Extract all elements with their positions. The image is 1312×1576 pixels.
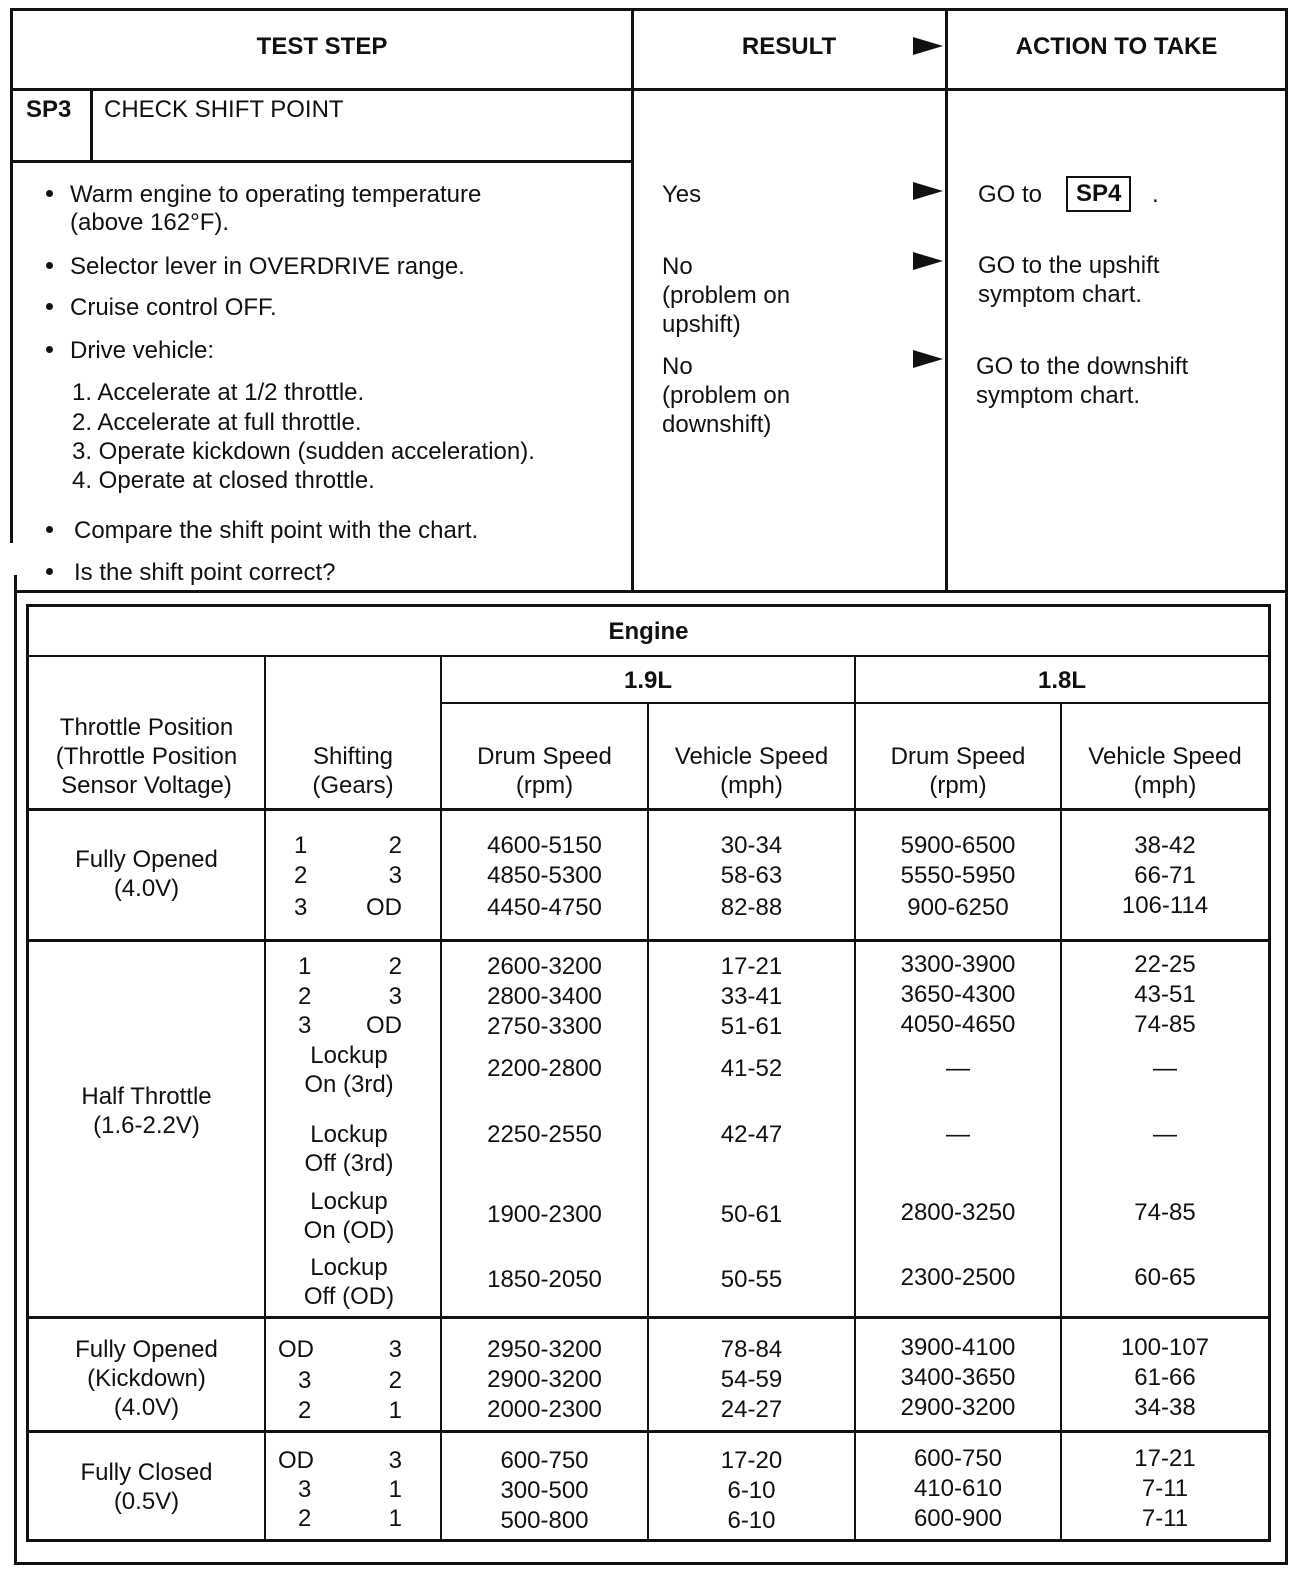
vehicle-speed-header: Vehicle Speed (mph)	[1088, 743, 1242, 799]
gear-from: 1	[298, 953, 312, 980]
gear-from: 3	[294, 894, 308, 921]
header-action: ACTION TO TAKE	[1015, 33, 1218, 60]
drum-speed-values: 600-750 300-500 500-800	[500, 1447, 589, 1534]
vehicle-speed-value: 60-65	[1134, 1264, 1196, 1291]
engine-1.8l-header: 1.8L	[1037, 667, 1087, 694]
vehicle-speed-values: 38-42 66-71 106-114	[1121, 832, 1209, 919]
bullet-text: Drive vehicle:	[70, 337, 215, 364]
header-test-step: TEST STEP	[256, 33, 388, 60]
result-no-upshift: (problem on	[662, 282, 791, 309]
vehicle-speed-value: 50-61	[720, 1201, 783, 1228]
throttle-label: Fully Opened (Kickdown) (4.0V)	[75, 1336, 218, 1421]
gear-from: 2	[298, 983, 312, 1010]
drum-speed-value: 1900-2300	[487, 1201, 602, 1228]
gear-to: 1	[388, 1476, 402, 1503]
lockup-label: Lockup On (OD)	[303, 1188, 395, 1244]
drum-speed-values: 4600-5150 4850-5300 4450-4750	[487, 832, 602, 921]
result-yes: Yes	[662, 181, 702, 208]
gear-from: OD	[278, 1336, 314, 1363]
bullet-text: Cruise control OFF.	[70, 294, 277, 321]
step-title: CHECK SHIFT POINT	[104, 96, 344, 123]
drum-speed-values: 2600-3200 2800-3400 2750-3300	[487, 953, 602, 1040]
vehicle-speed-value: —	[1153, 1121, 1177, 1148]
gear-to: OD	[366, 894, 402, 921]
drum-speed-values: 2950-3200 2900-3200 2000-2300	[487, 1336, 602, 1423]
vehicle-speed-value: —	[1153, 1055, 1177, 1082]
gear-to: 2	[388, 953, 402, 980]
vehicle-speed-value: 50-55	[720, 1266, 783, 1293]
drive-step: 2. Accelerate at full throttle.	[72, 409, 362, 436]
vehicle-speed-header: Vehicle Speed (mph)	[674, 743, 829, 799]
result-no-downshift: downshift)	[662, 411, 772, 438]
result-arrow-icon	[913, 350, 943, 368]
vehicle-speed-values: 17-20 6-10 6-10	[720, 1447, 783, 1534]
vehicle-speed-value: 74-85	[1134, 1199, 1196, 1226]
drum-speed-value: 2300-2500	[900, 1264, 1016, 1291]
drum-speed-values: 600-750 410-610 600-900	[913, 1445, 1003, 1532]
shifting-header: Shifting (Gears)	[312, 743, 394, 799]
sp4-link[interactable]: SP4	[1066, 176, 1131, 212]
gear-from: 1	[294, 832, 308, 859]
drum-speed-header: Drum Speed (rpm)	[477, 743, 612, 799]
bullet-icon	[46, 303, 53, 310]
drum-speed-values: 3300-3900 3650-4300 4050-4650	[900, 951, 1016, 1038]
result-arrow-icon	[913, 37, 943, 55]
gear-to: 2	[388, 832, 402, 859]
vehicle-speed-value: 42-47	[720, 1121, 783, 1148]
result-arrow-icon	[913, 252, 943, 270]
bullet-text: Warm engine to operating temperature	[70, 181, 482, 208]
lockup-label: Lockup Off (3rd)	[304, 1121, 394, 1177]
bullet-icon	[46, 526, 53, 533]
gear-from: 2	[294, 862, 308, 889]
vehicle-speed-values: 22-25 43-51 74-85	[1134, 951, 1196, 1038]
vehicle-speed-values: 30-34 58-63 82-88	[720, 832, 783, 921]
action-go-to: GO to	[978, 181, 1043, 208]
throttle-position-header: Throttle Position (Throttle Position Sensor Voltage)	[55, 714, 238, 799]
bullet-text: Selector lever in OVERDRIVE range.	[70, 253, 465, 280]
header-result: RESULT	[741, 33, 837, 60]
bullet-text: (above 162°F).	[70, 209, 230, 236]
gear-to: 3	[388, 1447, 402, 1474]
drum-speed-header: Drum Speed (rpm)	[890, 743, 1026, 799]
result-no-downshift: No	[662, 353, 693, 380]
action-upshift[interactable]: GO to the upshift	[978, 252, 1160, 279]
gear-to: 2	[388, 1367, 402, 1394]
drum-speed-value: —	[946, 1055, 970, 1082]
gear-from: 2	[298, 1397, 312, 1424]
vehicle-speed-values: 100-107 61-66 34-38	[1120, 1334, 1210, 1421]
engine-1.9l-header: 1.9L	[623, 667, 673, 694]
action-downshift[interactable]: GO to the downshift	[976, 353, 1189, 380]
drum-speed-values: 5900-6500 5550-5950 900-6250	[900, 832, 1016, 921]
action-upshift[interactable]: symptom chart.	[978, 281, 1143, 308]
lockup-label: Lockup On (3rd)	[304, 1042, 394, 1098]
lockup-label: Lockup Off (OD)	[303, 1254, 395, 1310]
throttle-label: Fully Opened (4.0V)	[75, 846, 218, 902]
action-period: .	[1152, 181, 1159, 208]
gear-from: 2	[298, 1505, 312, 1532]
gear-to: 1	[388, 1397, 402, 1424]
drive-step: 1. Accelerate at 1/2 throttle.	[72, 379, 365, 406]
drive-step: 3. Operate kickdown (sudden acceleration).	[72, 438, 535, 465]
step-code: SP3	[26, 96, 72, 123]
drum-speed-values: 3900-4100 3400-3650 2900-3200	[900, 1334, 1016, 1421]
vehicle-speed-values: 78-84 54-59 24-27	[720, 1336, 783, 1423]
bullet-icon	[46, 568, 53, 575]
bullet-text: Compare the shift point with the chart.	[74, 517, 479, 544]
throttle-label: Half Throttle (1.6-2.2V)	[81, 1083, 212, 1139]
gear-from: OD	[278, 1447, 314, 1474]
gear-to: 3	[388, 862, 402, 889]
throttle-label: Fully Closed (0.5V)	[80, 1459, 213, 1515]
gear-to: 3	[388, 983, 402, 1010]
action-downshift[interactable]: symptom chart.	[976, 382, 1141, 409]
vehicle-speed-values: 17-21 33-41 51-61	[720, 953, 783, 1040]
drum-speed-value: 1850-2050	[487, 1266, 602, 1293]
drum-speed-value: 2200-2800	[487, 1055, 602, 1082]
gear-to: 3	[388, 1336, 402, 1363]
drum-speed-value: —	[946, 1121, 970, 1148]
drum-speed-value: 2800-3250	[900, 1199, 1016, 1226]
bullet-icon	[46, 346, 53, 353]
bullet-text: Is the shift point correct?	[74, 559, 336, 586]
gear-from: 3	[298, 1012, 312, 1039]
result-no-upshift: No	[662, 253, 693, 280]
drum-speed-value: 2250-2550	[487, 1121, 602, 1148]
drive-step: 4. Operate at closed throttle.	[72, 467, 375, 494]
gear-to: 1	[388, 1505, 402, 1532]
result-no-downshift: (problem on	[662, 382, 791, 409]
result-arrow-icon	[913, 182, 943, 200]
bullet-icon	[46, 262, 53, 269]
gear-to: OD	[366, 1012, 402, 1039]
result-no-upshift: upshift)	[662, 311, 741, 338]
gear-from: 3	[298, 1367, 312, 1394]
engine-header: Engine	[608, 618, 689, 645]
vehicle-speed-value: 41-52	[720, 1055, 783, 1082]
bullet-icon	[46, 190, 53, 197]
vehicle-speed-values: 17-21 7-11 7-11	[1134, 1445, 1196, 1532]
gear-from: 3	[298, 1476, 312, 1503]
